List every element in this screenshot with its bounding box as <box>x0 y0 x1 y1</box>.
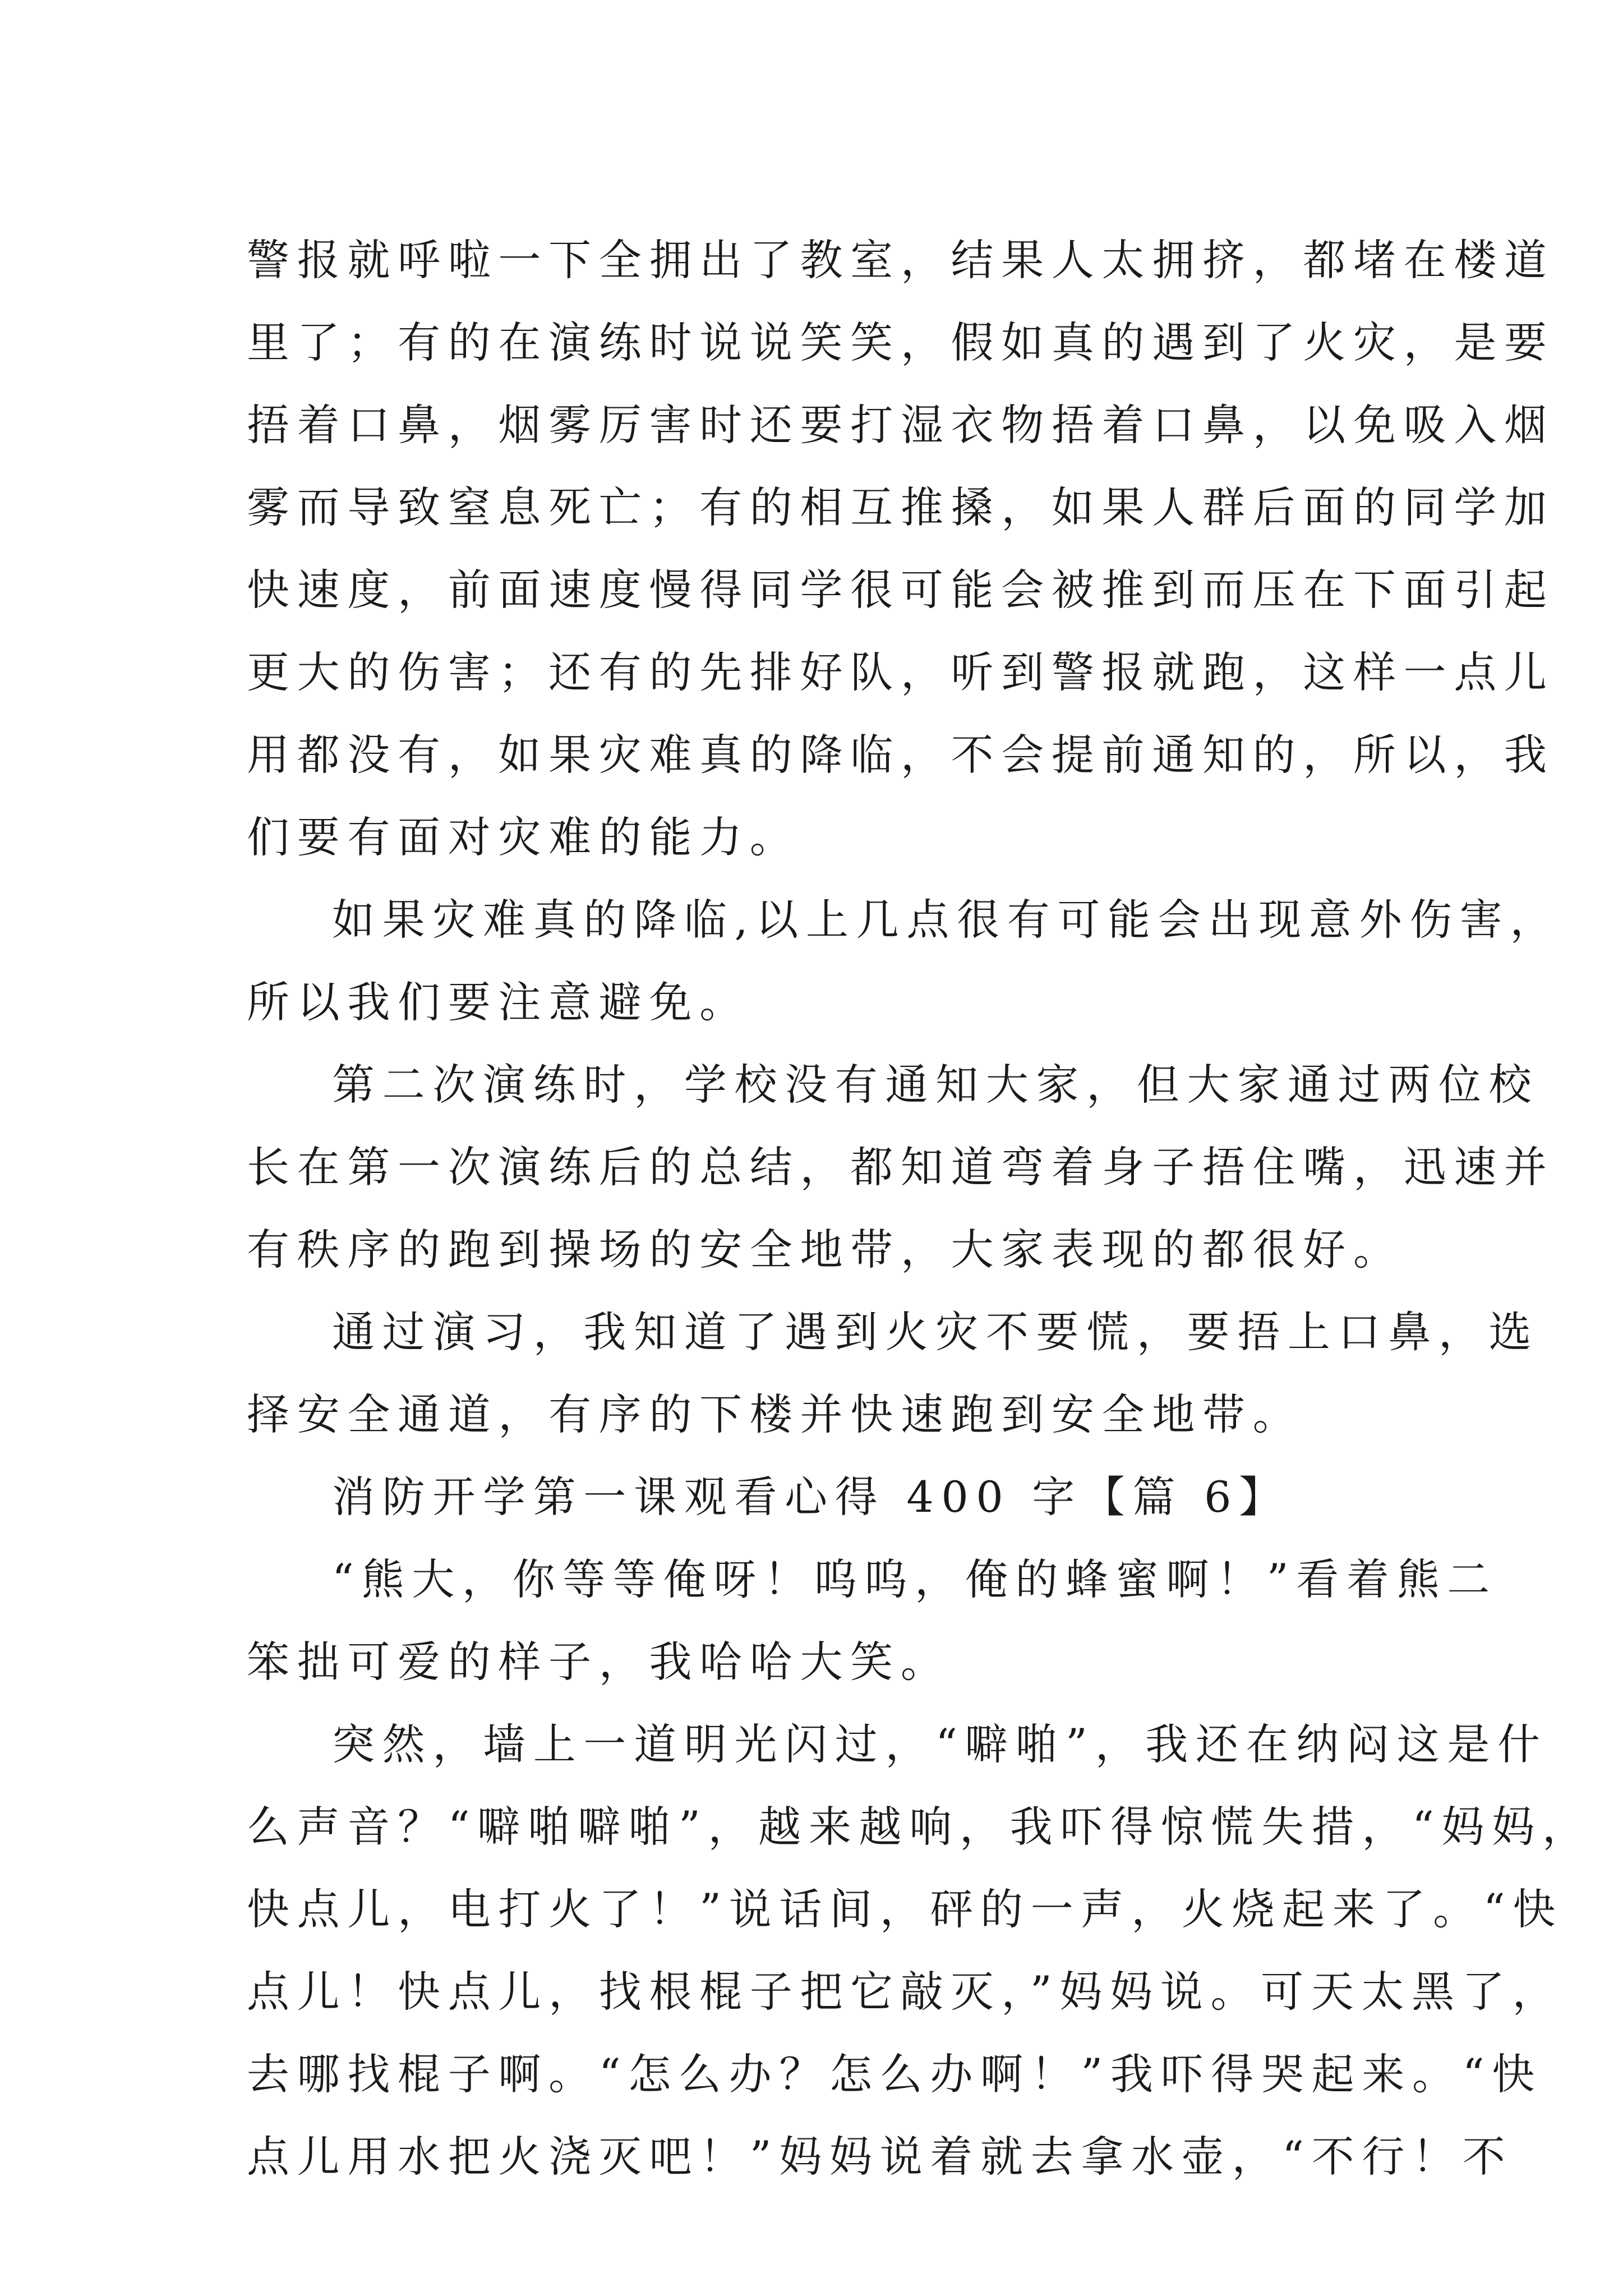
line-text: 捂着口鼻，烟雾厉害时还要打湿衣物捂着口鼻，以免吸入烟 <box>247 400 1555 450</box>
line-text: 点儿！快点儿，找根棍子把它敲灭，”妈妈说。可天太黑了， <box>247 1967 1563 2017</box>
text-line <box>247 796 1385 878</box>
text-line <box>247 1786 1593 1868</box>
text-line <box>247 2033 1542 2115</box>
paragraph <box>247 219 1555 878</box>
text-line <box>247 1868 1564 1950</box>
text-line <box>247 878 1561 961</box>
text-line <box>247 1043 1539 1126</box>
document-body <box>247 219 1593 2198</box>
line-text: 快速度，前面速度慢得同学很可能会被推到而压在下面引起 <box>247 565 1555 615</box>
paragraph <box>247 1703 1593 2198</box>
line-text: 更大的伤害；还有的先排好队，听到警报就跑，这样一点儿 <box>247 647 1555 697</box>
line-text: 有秩序的跑到操场的安全地带，大家表现的都很好。 <box>247 1225 1404 1274</box>
section-heading <box>247 1456 1385 1538</box>
text-line <box>247 219 1555 301</box>
text-line <box>247 1538 1498 1621</box>
line-text: “熊大，你等等俺呀！呜呜，俺的蜂蜜啊！”看着熊二 <box>332 1554 1498 1604</box>
line-text: 雾而导致窒息死亡；有的相互推搡，如果人群后面的同学加 <box>247 482 1555 532</box>
paragraph <box>247 878 1561 1043</box>
text-line <box>247 1950 1563 2033</box>
line-text: 择安全通道，有序的下楼并快速跑到安全地带。 <box>247 1389 1303 1439</box>
line-text: 里了；有的在演练时说说笑笑，假如真的遇到了火灾，是要 <box>247 318 1555 367</box>
paragraph <box>247 1291 1539 1456</box>
line-text: 所以我们要注意避免。 <box>247 977 750 1027</box>
line-text: 点儿用水把火浇灭吧！”妈妈说着就去拿水壶，“不行！不 <box>247 2132 1513 2182</box>
line-text: 去哪找棍子啊。“怎么办？怎么办啊！”我吓得哭起来。“快 <box>247 2049 1542 2099</box>
paragraph <box>247 1043 1555 1291</box>
text-line <box>247 1373 1385 1456</box>
text-line <box>247 301 1555 384</box>
line-text: 第二次演练时，学校没有通知大家，但大家通过两位校 <box>332 1060 1539 1110</box>
line-text: 长在第一次演练后的总结，都知道弯着身子捂住嘴，迅速并 <box>247 1142 1555 1192</box>
text-line <box>247 2115 1513 2198</box>
line-text: 突然，墙上一道明光闪过，“噼啪”，我还在纳闷这是什 <box>332 1719 1548 1769</box>
line-text: 通过演习，我知道了遇到火灾不要慌，要捂上口鼻，选 <box>332 1307 1539 1357</box>
line-text: 们要有面对灾难的能力。 <box>247 812 800 862</box>
line-text: 警报就呼啦一下全拥出了教室，结果人太拥挤，都堵在楼道 <box>247 235 1555 285</box>
text-line <box>247 466 1555 549</box>
line-text: 笨拙可爱的样子，我哈哈大笑。 <box>247 1637 951 1687</box>
line-text: 快点儿，电打火了！”说话间，砰的一声，火烧起来了。“快 <box>247 1884 1564 1934</box>
line-text: 如果灾难真的降临,以上几点很有可能会出现意外伤害， <box>332 895 1561 945</box>
paragraph <box>247 1538 1498 1703</box>
text-line <box>247 961 1385 1043</box>
text-line <box>247 1456 1385 1538</box>
line-text: 用都没有，如果灾难真的降临，不会提前通知的，所以，我 <box>247 730 1555 780</box>
text-line <box>247 1126 1555 1208</box>
text-line <box>247 714 1555 796</box>
text-line <box>247 1291 1539 1373</box>
text-line <box>247 631 1555 714</box>
text-line <box>247 1703 1548 1786</box>
text-line <box>247 549 1555 631</box>
line-text: 消防开学第一课观看心得 400 字【篇 6】 <box>332 1472 1289 1522</box>
text-line <box>247 1208 1404 1291</box>
line-text: 么声音？“噼啪噼啪”，越来越响，我吓得惊慌失措，“妈妈， <box>247 1802 1593 1852</box>
text-line <box>247 1621 1385 1703</box>
text-line <box>247 384 1555 466</box>
